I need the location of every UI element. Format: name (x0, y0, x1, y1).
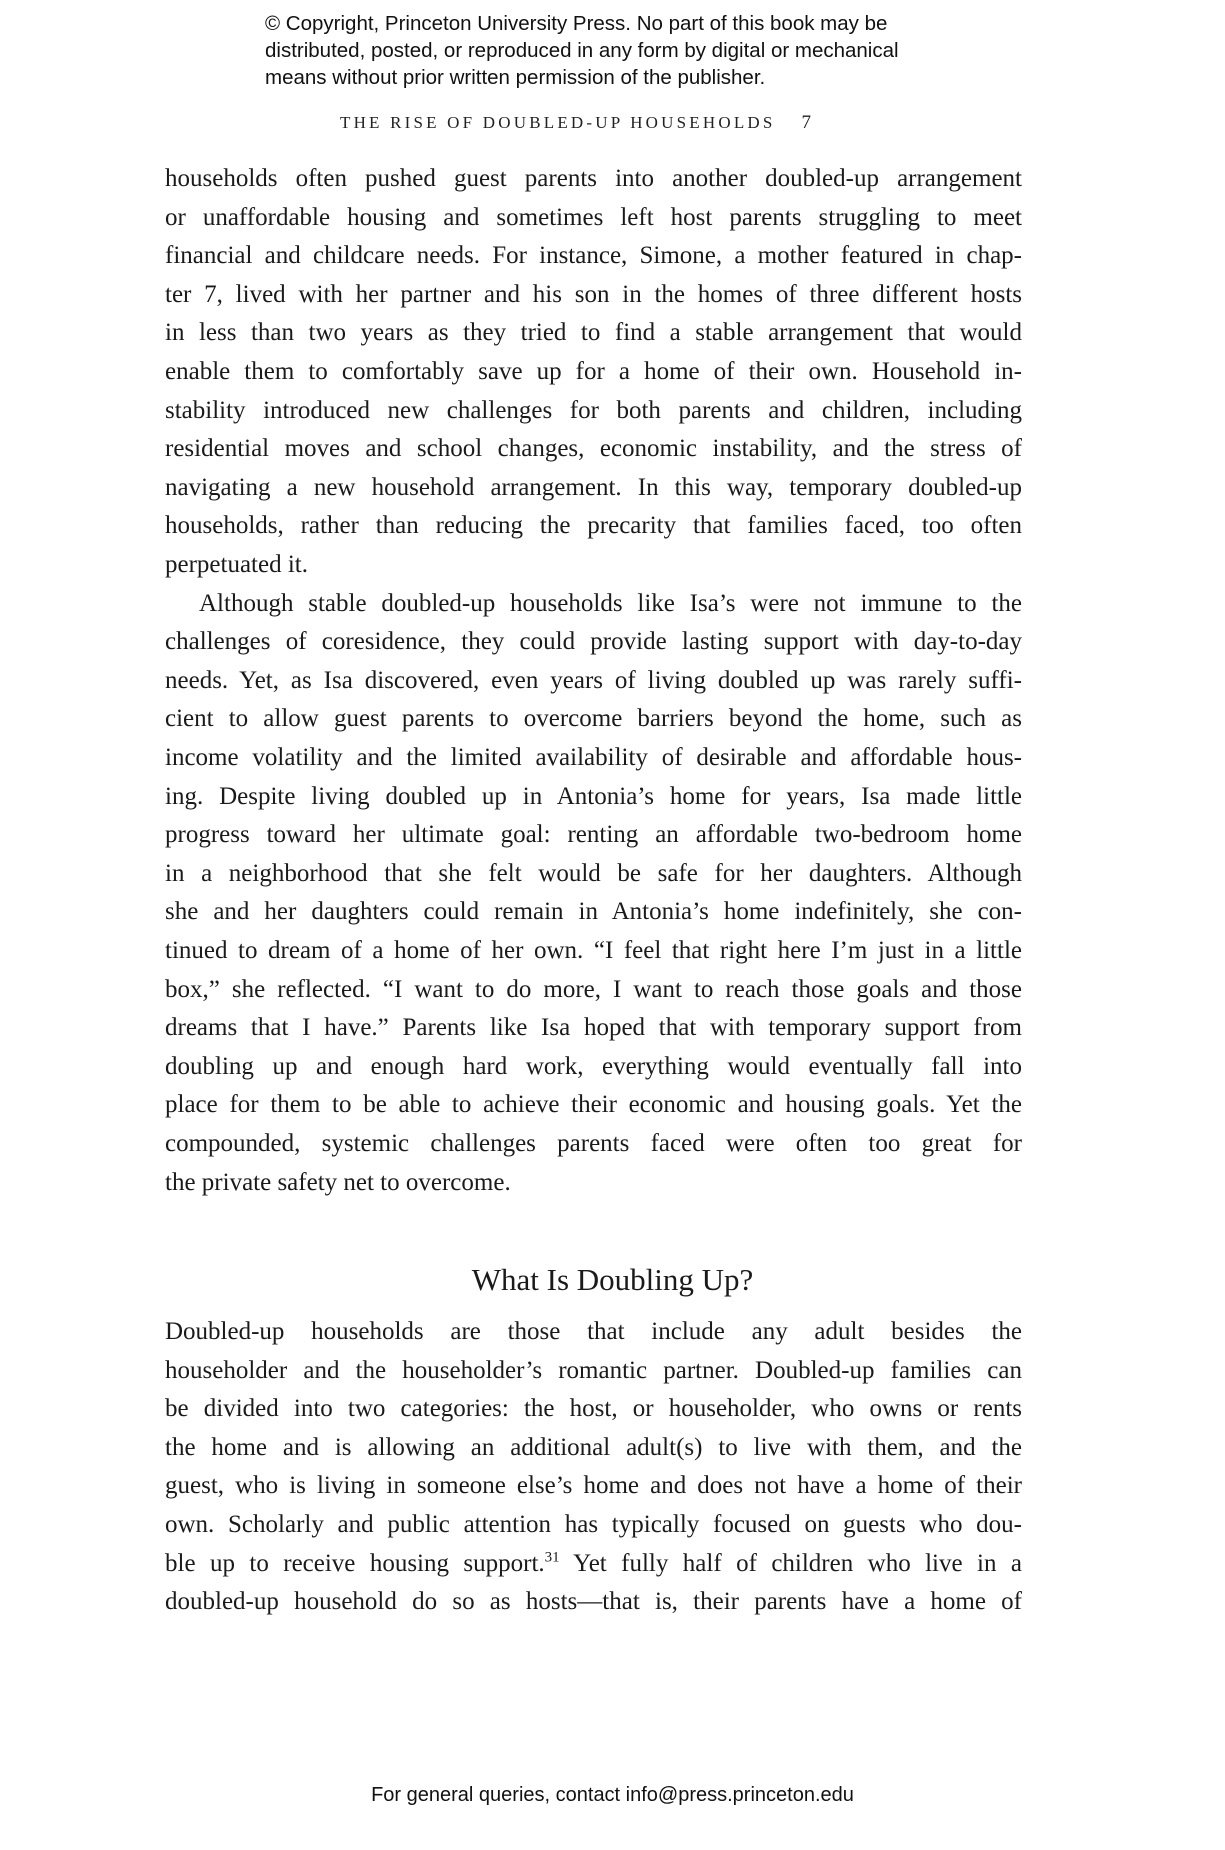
running-head (340, 112, 811, 134)
text-line: box,” she reflected. “I want to do more, I want to reach those goals and those (165, 975, 1022, 1003)
footer-contact: For general queries, contact info@press.princeton.edu (371, 1784, 854, 1806)
text-line: the private safety net to overcome. (165, 1168, 511, 1196)
section-heading: What Is Doubling Up? (471, 1262, 754, 1297)
text-line: householder and the householder’s romantic partner. Doubled-up families can (165, 1356, 1022, 1384)
text-line: the home and is allowing an additional adult(s) to live with them, and the (165, 1433, 1022, 1461)
running-head-title: THE RISE OF DOUBLED-UP HOUSEHOLDS (340, 113, 776, 132)
text-line: challenges of coresidence, they could provide lasting support with day-to-day (165, 628, 1022, 656)
text-fragment: Yet fully half of children who live in a (559, 1549, 1022, 1577)
text-line: Doubled-up households are those that include any adult besides the (165, 1318, 1022, 1345)
text-line: cient to allow guest parents to overcome barriers beyond the home, such as (165, 705, 1022, 733)
copyright-line: © Copyright, Princeton University Press. No part of this book may be (265, 12, 888, 35)
text-line: guest, who is living in someone else’s home and does not have a home of their (165, 1472, 1022, 1500)
text-line: place for them to be able to achieve their economic and housing goals. Yet the (165, 1091, 1022, 1119)
copyright-notice (265, 10, 899, 91)
text-fragment: ble up to receive housing support. (165, 1549, 545, 1577)
text-line: households often pushed guest parents into another doubled-up arrangement (165, 165, 1022, 192)
text-line: needs. Yet, as Isa discovered, even years of living doubled up was rarely suffi- (165, 666, 1022, 694)
footnote-ref[interactable]: 31 (544, 1549, 560, 1566)
paragraph-3 (165, 1313, 1022, 1622)
copyright-line: distributed, posted, or reproduced in any form by digital or mechanical (265, 39, 899, 62)
text-line: doubled-up household do so as hosts—that is, their parents have a home of (165, 1588, 1022, 1616)
paragraph-1 (165, 160, 1022, 585)
text-line: in less than two years as they tried to find a stable arrangement that would (165, 319, 1022, 347)
text-line (165, 1545, 1022, 1584)
text-line: stability introduced new challenges for both parents and children, including (165, 396, 1022, 424)
text-line: progress toward her ultimate goal: renting an affordable two-bedroom home (165, 821, 1022, 849)
paragraph-2 (165, 585, 1022, 1203)
text-line: navigating a new household arrangement. In this way, temporary doubled-up (165, 473, 1022, 501)
text-line: ter 7, lived with her partner and his son in the homes of three different hosts (165, 280, 1022, 308)
text-line: dreams that I have.” Parents like Isa hoped that with temporary support from (165, 1014, 1022, 1042)
text-line: residential moves and school changes, economic instability, and the stress of (165, 435, 1022, 463)
text-line: tinued to dream of a home of her own. “I feel that right here I’m just in a little (165, 936, 1022, 964)
page-number: 7 (801, 112, 812, 133)
text-line: be divided into two categories: the host, or householder, who owns or rents (165, 1395, 1022, 1423)
text-line: doubling up and enough hard work, everything would eventually fall into (165, 1052, 1022, 1080)
text-line: enable them to comfortably save up for a home of their own. Household in- (165, 357, 1022, 385)
text-line: ing. Despite living doubled up in Antonia’s home for years, Isa made little (165, 782, 1022, 810)
text-line: in a neighborhood that she felt would be safe for her daughters. Although (165, 859, 1022, 887)
text-line: Although stable doubled-up households like Isa’s were not immune to the (199, 589, 1022, 617)
text-line: she and her daughters could remain in Antonia’s home indefinitely, she con- (165, 898, 1022, 926)
text-line: financial and childcare needs. For instance, Simone, a mother featured in chap- (165, 242, 1022, 270)
text-line: households, rather than reducing the precarity that families faced, too often (165, 512, 1022, 540)
text-line: compounded, systemic challenges parents faced were often too great for (165, 1129, 1022, 1157)
text-line: or unaffordable housing and sometimes left host parents struggling to meet (165, 203, 1022, 231)
text-line: perpetuated it. (165, 550, 308, 578)
copyright-line: means without prior written permission of the publisher. (265, 66, 766, 89)
text-line: own. Scholarly and public attention has typically focused on guests who dou- (165, 1510, 1022, 1538)
text-line: income volatility and the limited availability of desirable and affordable hous- (165, 743, 1022, 771)
